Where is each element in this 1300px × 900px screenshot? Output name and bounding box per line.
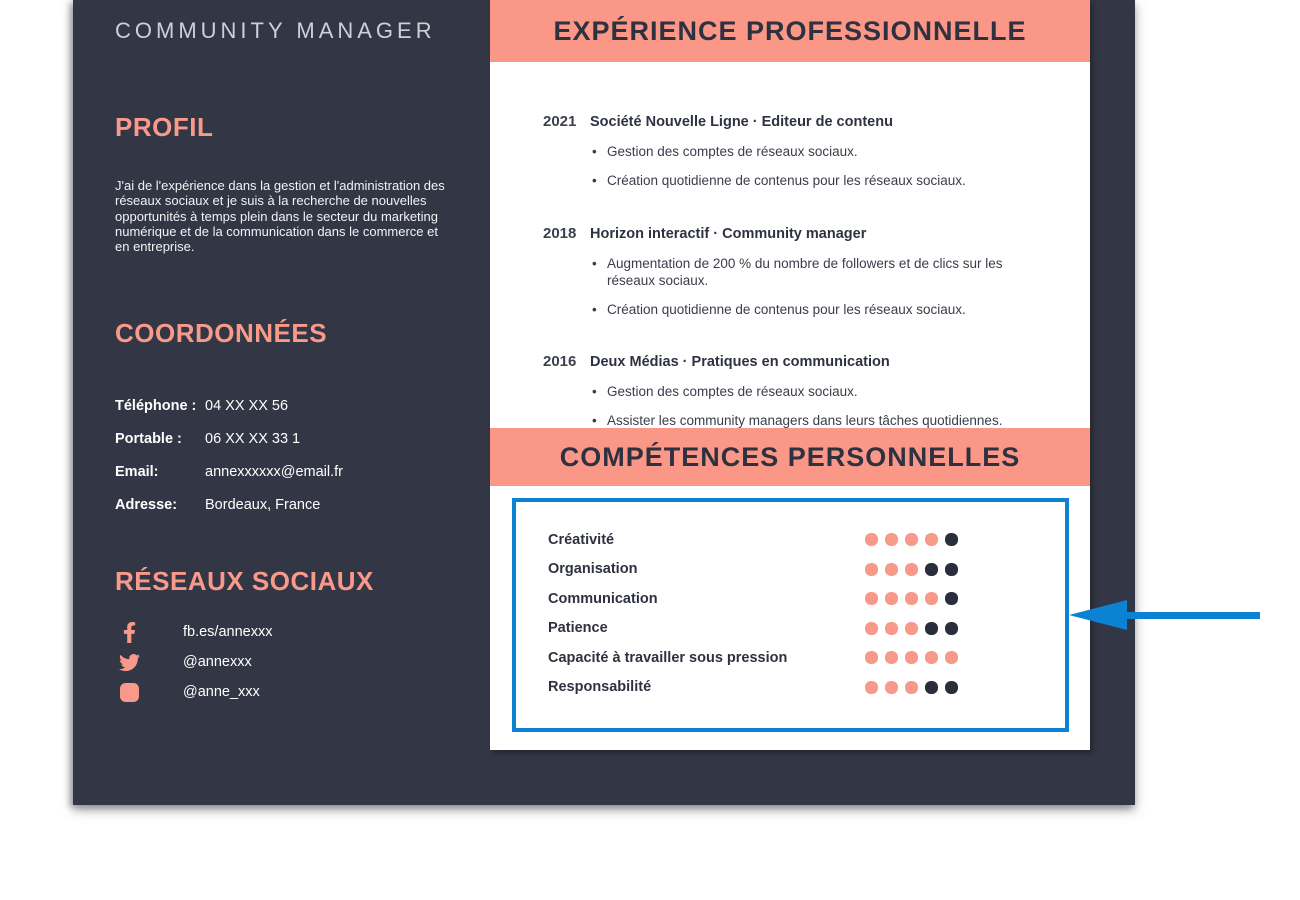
experience-section-banner: EXPÉRIENCE PROFESSIONNELLE [490,0,1090,62]
profile-heading: PROFIL [115,112,214,142]
experience-content [590,224,1026,331]
contact-row [115,396,455,416]
annotation-arrow-head [1069,600,1127,630]
skill-dot-filled [905,563,918,576]
social-handle: @anne_xxx [183,684,260,700]
contact-value: 04 XX XX 56 [205,398,289,414]
skill-row [548,584,958,614]
experience-list [490,112,1090,464]
experience-year: 2021 [543,113,577,130]
skill-dot-empty [925,563,938,576]
experience-title: Horizon interactif · Community manager [590,225,867,242]
skill-dot-filled [865,592,878,605]
twitter-icon [119,652,140,673]
social-list [119,622,272,712]
social-row [119,652,272,672]
contact-row [115,495,455,515]
skill-dot-filled [905,533,918,546]
skill-dot-filled [925,533,938,546]
contact-heading: COORDONNÉES [115,318,328,348]
skill-dot-empty [945,592,958,605]
experience-bullet: • Gestion des comptes de réseaux sociaux. [590,144,1026,161]
skill-dot-filled [885,592,898,605]
experience-bullet: • Augmentation de 200 % du nombre de followers et de clics sur les réseaux sociaux. [590,256,1026,290]
skill-label: Capacité à travailler sous pression [548,649,788,666]
experience-bullet: • Création quotidienne de contenus pour les réseaux sociaux. [590,302,1026,319]
social-heading: RÉSEAUX SOCIAUX [115,566,374,596]
experience-bullet: • Assister les community managers dans leurs tâches quotidiennes. [590,413,1026,430]
cv-job-title: COMMUNITY MANAGER [115,18,436,43]
instagram-icon [119,682,140,703]
skill-dot-empty [945,533,958,546]
contact-row [115,429,455,449]
experience-year: 2018 [543,224,577,242]
skills-highlight-box [512,498,1069,732]
skill-rating [865,622,958,635]
social-row [119,682,272,702]
skill-row [548,525,958,555]
skill-dot-filled [885,622,898,635]
experience-title: Société Nouvelle Ligne · Editeur de contenu [590,114,893,130]
contact-label: Portable : [115,431,182,447]
experience-bullet: • Gestion des comptes de réseaux sociaux. [590,384,1026,401]
skill-dot-filled [945,651,958,664]
experience-bullets [590,144,1026,190]
contact-label: Téléphone : [115,398,197,414]
contact-value: 06 XX XX 33 1 [205,431,301,447]
skill-rating [865,592,958,605]
profile-text: J'ai de l'expérience dans la gestion et l'administration des réseaux sociaux et je suis à la recherche de nouvelles opportunités à temps plein dans le secteur du marketing numérique et de la communication dans le commerce et en entreprise. [115,178,445,255]
contact-row [115,462,455,482]
skill-dot-empty [945,681,958,694]
skill-dot-filled [905,651,918,664]
skill-dot-filled [905,622,918,635]
skill-dot-filled [885,681,898,694]
experience-title: Deux Médias · Pratiques en communication [590,354,890,371]
contact-list [115,396,455,528]
social-row [119,622,272,642]
skill-label: Créativité [548,531,615,548]
experience-entry [490,224,1090,331]
skill-rating [865,533,958,546]
experience-bullets [590,384,1026,430]
skills-section-banner: COMPÉTENCES PERSONNELLES [490,428,1090,486]
skill-row [548,614,958,644]
skill-dot-empty [925,681,938,694]
facebook-icon [119,622,140,643]
skill-label: Responsabilité [548,679,652,696]
social-handle: @annexxx [183,654,252,670]
skill-dot-empty [925,622,938,635]
social-handle: fb.es/annexxx [183,624,273,640]
skill-dot-filled [865,651,878,664]
experience-bullet: • Création quotidienne de contenus pour les réseaux sociaux. [590,173,1026,190]
experience-entry [490,112,1090,202]
skill-dot-filled [925,651,938,664]
main-panel [490,0,1090,750]
skill-dot-filled [905,592,918,605]
contact-label: Adresse: [115,497,178,513]
annotation-arrow-shaft [1124,612,1260,619]
experience-bullets [590,256,1026,319]
skill-dot-empty [945,563,958,576]
skill-label: Patience [548,620,608,637]
skill-label: Organisation [548,561,638,578]
skill-dot-filled [885,651,898,664]
skill-dot-filled [865,563,878,576]
experience-year: 2016 [543,353,577,371]
contact-label: Email: [115,464,159,480]
skill-dot-empty [945,622,958,635]
skill-dot-filled [865,533,878,546]
skill-dot-filled [865,681,878,694]
skill-row [548,673,958,703]
experience-content [590,112,1026,202]
skill-dot-filled [865,622,878,635]
skill-dot-filled [925,592,938,605]
skill-rating [865,651,958,664]
resume-page [73,0,1135,805]
skill-row [548,643,958,673]
skill-label: Communication [548,590,658,607]
skill-dot-filled [905,681,918,694]
contact-value: Bordeaux, France [205,497,321,513]
skill-rating [865,563,958,576]
skill-rating [865,681,958,694]
contact-value: annexxxxxx@email.fr [205,464,344,480]
skill-dot-filled [885,533,898,546]
skill-dot-filled [885,563,898,576]
skill-row [548,555,958,585]
